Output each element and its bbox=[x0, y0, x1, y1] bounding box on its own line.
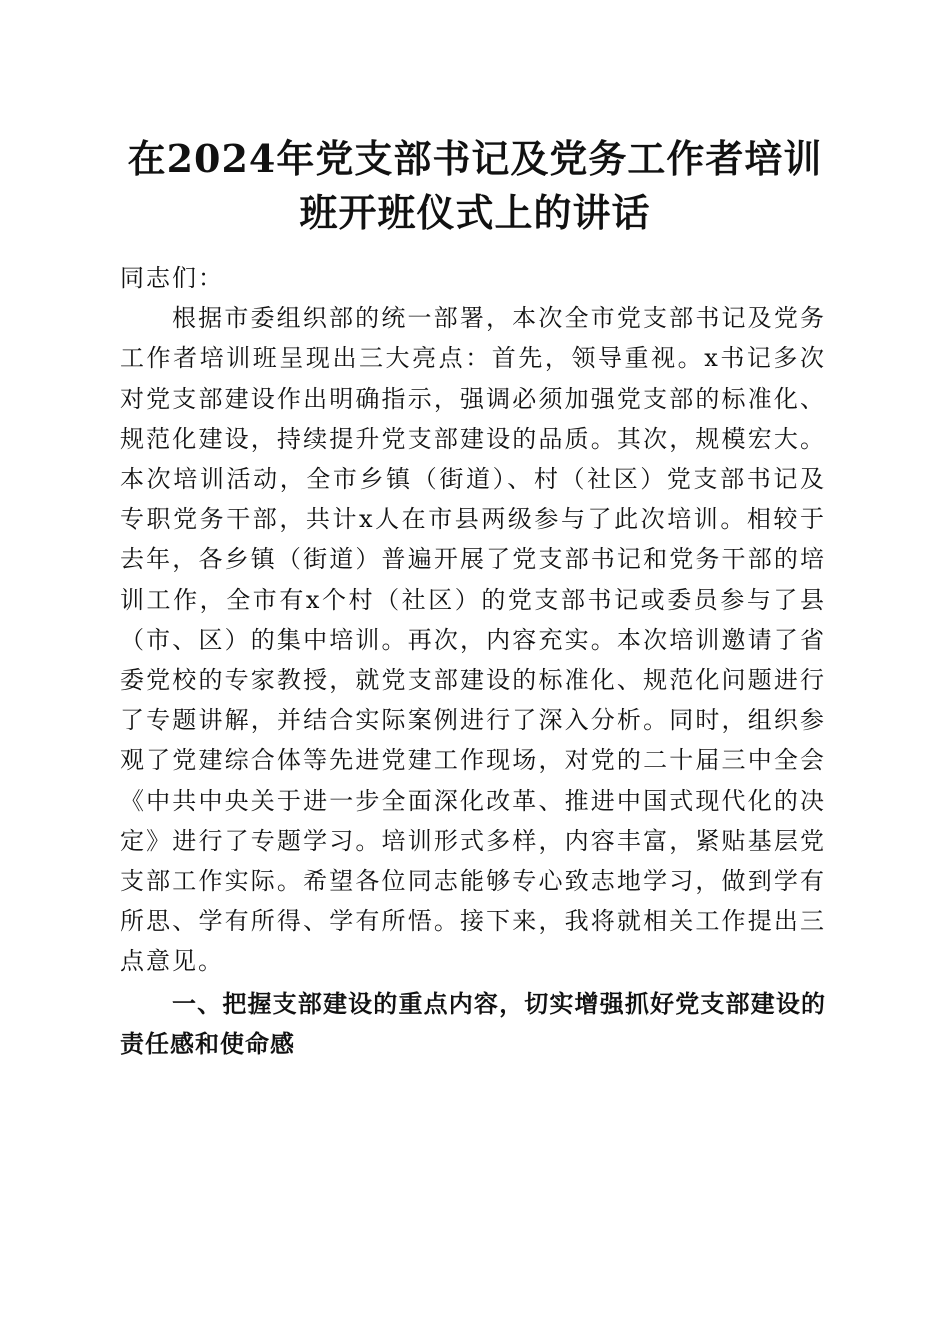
section-heading: 一、把握支部建设的重点内容，切实增强抓好党支部建设的责任感和使命感 bbox=[120, 989, 826, 1058]
salutation: 同志们： bbox=[120, 264, 224, 292]
body-paragraph: 根据市委组织部的统一部署，本次全市党支部书记及党务工作者培训班呈现出三大亮点：首先，领导重视。x书记多次对党支部建设作出明确指示，强调必须加强党支部的标准化、规范化建设，持续提升党支部建设的品质。其次，规模宏大。本次培训活动，全市乡镇（街道）、村（社区）党支部书记及专职党务干部，共计x人在市县两级参与了此次培训。相较于去年，各乡镇（街道）普遍开展了党支部书记和党务干部的培训工作，全市有x个村（社区）的党支部书记或委员参与了县（市、区）的集中培训。再次，内容充实。本次培训邀请了省委党校的专家教授，就党支部建设的标准化、规范化问题进行了专题讲解，并结合实际案例进行了深入分析。同时，组织参观了党建综合体等先进党建工作现场，对党的二十届三中全会《中共中央关于进一步全面深化改革、推进中国式现代化的决定》进行了专题学习。培训形式多样，内容丰富，紧贴基层党支部工作实际。希望各位同志能够专心致志地学习，做到学有所思、学有所得、学有所悟。接下来，我将就相关工作提出三点意见。 bbox=[120, 304, 826, 976]
document-body bbox=[120, 258, 826, 1064]
document-title: 在2024年党支部书记及党务工作者培训班开班仪式上的讲话 bbox=[127, 136, 823, 235]
